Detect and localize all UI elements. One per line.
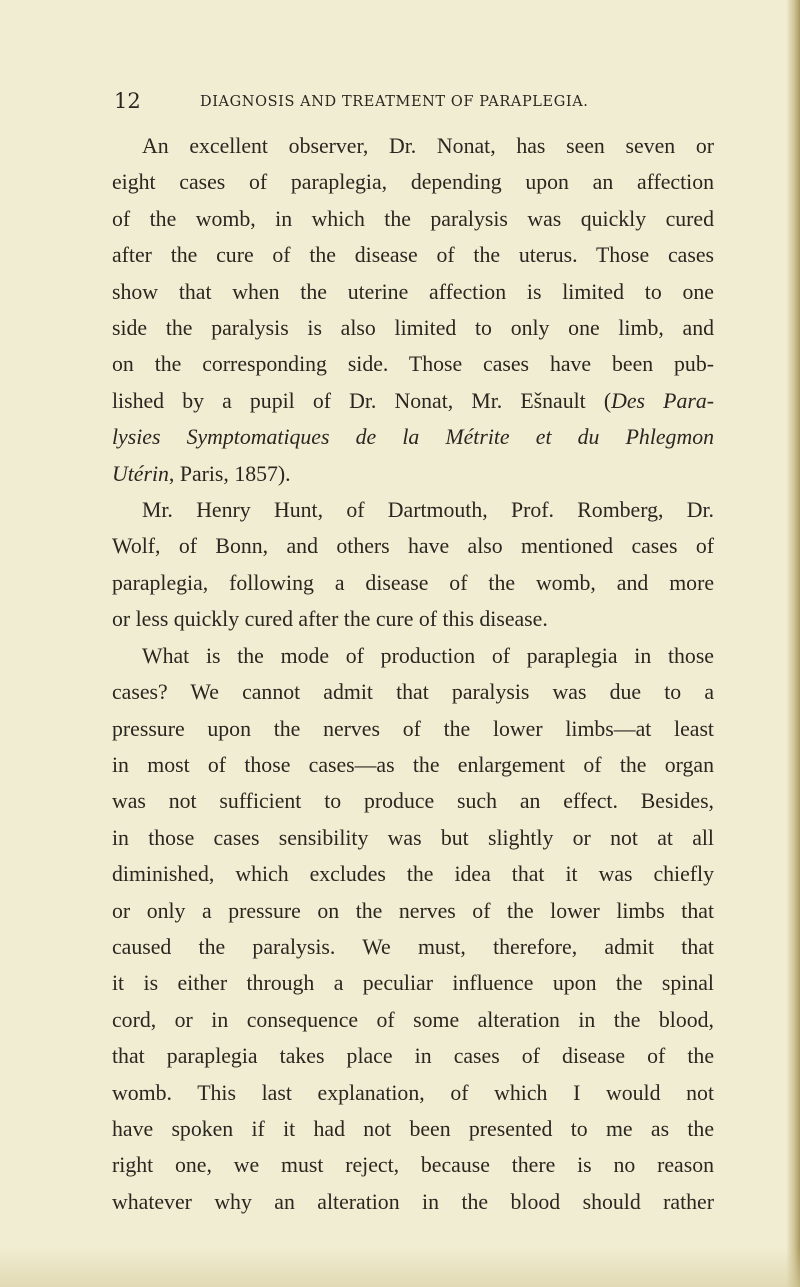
italic-title: Des Para-	[611, 388, 714, 413]
text-line	[112, 419, 714, 455]
text-line: pressure upon the nerves of the lower limbs—at least	[112, 716, 714, 741]
text-line: cord, or in consequence of some alteration in the blood,	[112, 1007, 714, 1032]
text-line: of the womb, in which the paralysis was quickly cured	[112, 206, 714, 231]
text-line: was not sufficient to produce such an effect. Besides,	[112, 789, 714, 814]
text-line: that paraplegia takes place in cases of disease of the	[112, 1044, 714, 1069]
page-header	[114, 86, 674, 116]
text-line: on the corresponding side. Those cases have been pub-	[112, 352, 714, 377]
text-line	[112, 456, 714, 492]
text-line: after the cure of the disease of the uterus. Those cases	[112, 243, 714, 268]
text-line: Mr. Henry Hunt, of Dartmouth, Prof. Romberg, Dr.	[142, 498, 714, 523]
page-number: 12	[114, 89, 141, 113]
body-text	[112, 128, 714, 1220]
text-line: paraplegia, following a disease of the womb, and more	[112, 570, 714, 595]
text-run: lished by a pupil of Dr. Nonat, Mr. Ešnault (	[112, 388, 612, 413]
text-run: , Paris, 1857).	[168, 461, 291, 486]
text-line: whatever why an alteration in the blood should rather	[112, 1189, 714, 1214]
paragraph-1	[112, 128, 714, 492]
text-line: or only a pressure on the nerves of the lower limbs that	[112, 898, 714, 923]
text-line: in most of those cases—as the enlargement of the organ	[112, 752, 714, 777]
text-line	[112, 383, 714, 419]
paragraph-2	[112, 492, 714, 638]
text-line: womb. This last explanation, of which I would not	[112, 1080, 714, 1105]
text-line: side the paralysis is also limited to only one limb, and	[112, 316, 714, 341]
text-line: caused the paralysis. We must, therefore, admit that	[112, 934, 714, 959]
italic-title: Utérin	[112, 461, 169, 486]
text-line: show that when the uterine affection is limited to one	[112, 279, 714, 304]
text-line: have spoken if it had not been presented to me as the	[112, 1116, 714, 1141]
running-title: DIAGNOSIS AND TREATMENT OF PARAPLEGIA.	[200, 94, 589, 110]
text-line: or less quickly cured after the cure of this disease.	[112, 607, 548, 632]
text-line: An excellent observer, Dr. Nonat, has seen seven or	[142, 134, 714, 158]
paragraph-3	[112, 638, 714, 1221]
text-line: cases? We cannot admit that paralysis was due to a	[112, 680, 714, 705]
text-line: it is either through a peculiar influence upon the spinal	[112, 971, 714, 996]
text-line: Wolf, of Bonn, and others have also mentioned cases of	[112, 534, 714, 559]
text-line: right one, we must reject, because there is no reason	[112, 1153, 714, 1178]
italic-title: lysies Symptomatiques de la Métrite et du Phlegmon	[112, 425, 714, 450]
text-line: What is the mode of production of paraplegia in those	[142, 643, 714, 668]
text-line: in those cases sensibility was but slightly or not at all	[112, 825, 714, 850]
text-line: eight cases of paraplegia, depending upon an affection	[112, 170, 714, 195]
page-edge-shadow	[786, 0, 800, 1287]
text-line: diminished, which excludes the idea that it was chiefly	[112, 862, 714, 887]
page-bottom-shade	[0, 1247, 800, 1287]
